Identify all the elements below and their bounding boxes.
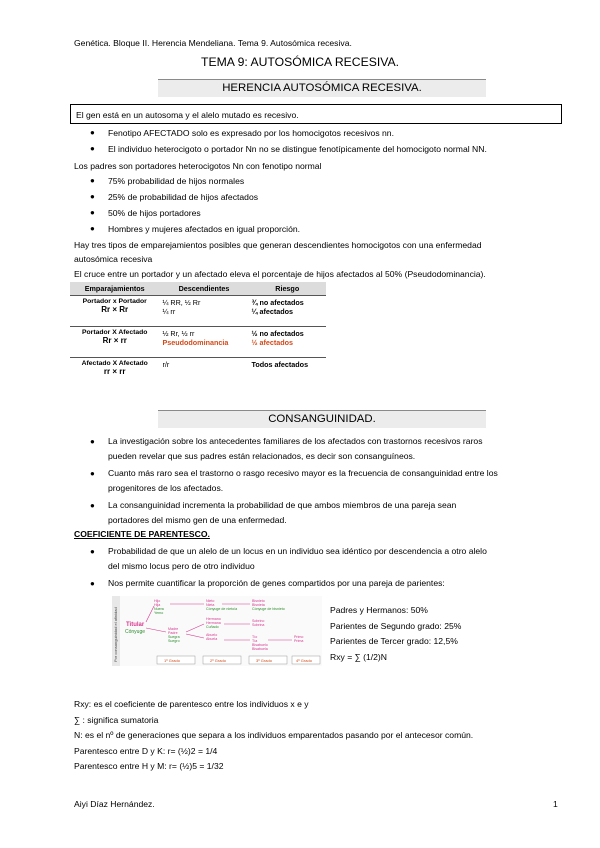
side-label: Por consanguinidad el afinidad (113, 607, 118, 662)
list-item: ● Probabilidad de que un alelo de un locus en un individuo sea idéntico por descendencia a otro alelo del mismo locus pero de otro individuo (90, 546, 487, 571)
list-item: ● 50% de hijos portadores (90, 208, 201, 218)
kinship-diagram (112, 596, 322, 666)
svg-text:Tía: Tía (252, 639, 258, 643)
stat-line: Parientes de Tercer grado: 12,5% (330, 636, 458, 646)
table-row: Portador X Afectado Rr × rr ½ Rr, ½ rr Pseudodominancia ½ no afectados ½ afectados (70, 327, 326, 358)
stat-line: Parientes de Segundo grado: 25% (330, 620, 462, 631)
page-title: TEMA 9: AUTOSÓMICA RECESIVA. (201, 55, 399, 69)
section-banner-herencia: HERENCIA AUTOSÓMICA RECESIVA. (158, 79, 486, 97)
svg-text:Sobrina: Sobrina (252, 623, 265, 627)
kinship-diagram-svg (112, 596, 322, 666)
svg-text:Bisnieta: Bisnieta (252, 603, 265, 607)
text-line: Los padres son portadores heterocigotos Nn con fenotipo normal (74, 161, 322, 171)
svg-text:2º Grado: 2º Grado (210, 658, 226, 663)
text-line: Parentesco entre H y M: r= (½)5 = 1/32 (74, 761, 224, 771)
svg-text:Suegra: Suegra (168, 635, 180, 639)
list-item: ● 25% de probabilidad de hijos afectados (90, 192, 259, 202)
titular-label: Titular (126, 622, 145, 628)
svg-text:Yerno: Yerno (154, 611, 164, 615)
formula-line: Rxy = ∑ (1/2)N (330, 651, 387, 662)
coeficiente-notes (74, 697, 473, 775)
svg-text:Hija: Hija (154, 603, 161, 607)
stat-line: Padres y Hermanos: 50% (330, 605, 428, 615)
list-item: ● La consanguinidad incrementa la probabilidad de que ambos miembros de una pareja sean portadores del mismo gen de una enfermedad. (90, 500, 457, 525)
svg-text:Hermana: Hermana (206, 621, 221, 625)
svg-text:Abuelo: Abuelo (206, 633, 218, 637)
column-header: Emparajamientos (70, 282, 159, 296)
svg-text:Hijo: Hijo (154, 599, 161, 603)
running-header: Genética. Bloque II. Herencia Mendeliana. Tema 9. Autosómica recesiva. (74, 38, 352, 48)
bullet-list-probabilidades (90, 176, 300, 240)
svg-text:Tío: Tío (252, 635, 258, 639)
author-footer: Aiyi Díaz Hernández. (74, 799, 155, 809)
column-header: Descendientes (159, 282, 248, 296)
svg-text:Cónyuge de nieto/a: Cónyuge de nieto/a (206, 607, 238, 611)
text-line: El cruce entre un portador y un afectado eleva el porcentaje de hijos afectados al 50% (Pseudodominancia). (74, 269, 486, 279)
svg-text:Cónyuge de bisnieto: Cónyuge de bisnieto (252, 607, 285, 611)
conyuge-label: Cónyuge (125, 629, 146, 635)
svg-text:Abuela: Abuela (206, 637, 218, 641)
svg-text:Padre: Padre (168, 631, 178, 635)
svg-text:Bisnieto: Bisnieto (252, 599, 265, 603)
text-line: Parentesco entre D y K: r= (½)2 = 1/4 (74, 745, 218, 756)
svg-text:Primo: Primo (294, 635, 304, 639)
table-header-row (70, 282, 326, 296)
svg-text:Nieto: Nieto (206, 599, 215, 603)
list-item: ● Nos permite cuantificar la proporción de genes compartidos por una pareja de parientes: (90, 578, 445, 588)
svg-text:Nuera: Nuera (154, 607, 164, 611)
table-row: Portador x Portador Rr × Rr ¼ RR, ½ Rr ¼ rr ¾ no afectados ¼ afectados (70, 296, 326, 327)
column-header: Riesgo (248, 282, 326, 296)
svg-text:Madre: Madre (168, 627, 179, 631)
bullet-list-coeficiente (90, 544, 570, 591)
grade-boxes (157, 656, 320, 664)
text-line: N: es el nº de generaciones que separa a los individuos emparentados pasando por el antecesor común. (74, 730, 474, 740)
bullet-list-fenotipo (90, 128, 487, 160)
definition-box: El gen está en un autosoma y el alelo mutado es recesivo. (70, 104, 562, 124)
coeficiente-heading: COEFICIENTE DE PARENTESCO. (74, 529, 210, 539)
list-item: ● Cuanto más raro sea el trastorno o rasgo recesivo mayor es la frecuencia de consanguinidad entre los progenitores de los afectados. (90, 468, 498, 493)
text-line: Rxy: es el coeficiente de parentesco entre los individuos x e y (74, 699, 309, 709)
list-item: ● Fenotipo AFECTADO solo es expresado por los homocigotos recesivos nn. (90, 128, 394, 138)
emparejamientos-table (70, 282, 326, 386)
text-line: Hay tres tipos de emparejamientos posibles que generan descendientes homocigotos con una enfermedad (74, 240, 482, 250)
list-item: ● El individuo heterocigoto o portador Nn no se distingue fenotípicamente del homocigoto normal NN. (90, 144, 487, 154)
svg-text:4º Grado: 4º Grado (296, 658, 312, 663)
section-banner-consanguinidad: CONSANGUINIDAD. (158, 410, 486, 428)
text-line: autosómica recesiva (74, 254, 153, 264)
list-item: ● 75% probabilidad de hijos normales (90, 176, 245, 186)
text-line: ∑ : significa sumatoria (74, 714, 159, 725)
bullet-list-consanguinidad (90, 434, 570, 528)
table-row: Afectado X Afectado rr × rr r/r Todos afectados (70, 358, 326, 387)
list-item: ● Hombres y mujeres afectados en igual proporción. (90, 224, 301, 234)
svg-text:Prima: Prima (294, 639, 304, 643)
svg-text:Cuñado: Cuñado (206, 625, 219, 629)
page-number: 1 (553, 799, 558, 809)
svg-text:Sobrino: Sobrino (252, 619, 265, 623)
svg-text:Bisabuela: Bisabuela (252, 647, 268, 651)
svg-text:Hermano: Hermano (206, 617, 221, 621)
svg-text:Suegro: Suegro (168, 639, 180, 643)
parentesco-stats (330, 603, 461, 665)
svg-text:3º Grado: 3º Grado (256, 658, 272, 663)
svg-text:Nieta: Nieta (206, 603, 215, 607)
svg-text:1º Grado: 1º Grado (164, 658, 180, 663)
list-item: ● La investigación sobre los antecedentes familiares de los afectados con trastornos recesivos raros pueden revelar que sus padres están relacionados, es decir son consanguíneos. (90, 436, 483, 461)
descendants-labels (154, 599, 303, 651)
svg-text:Bisabuelo: Bisabuelo (252, 643, 268, 647)
